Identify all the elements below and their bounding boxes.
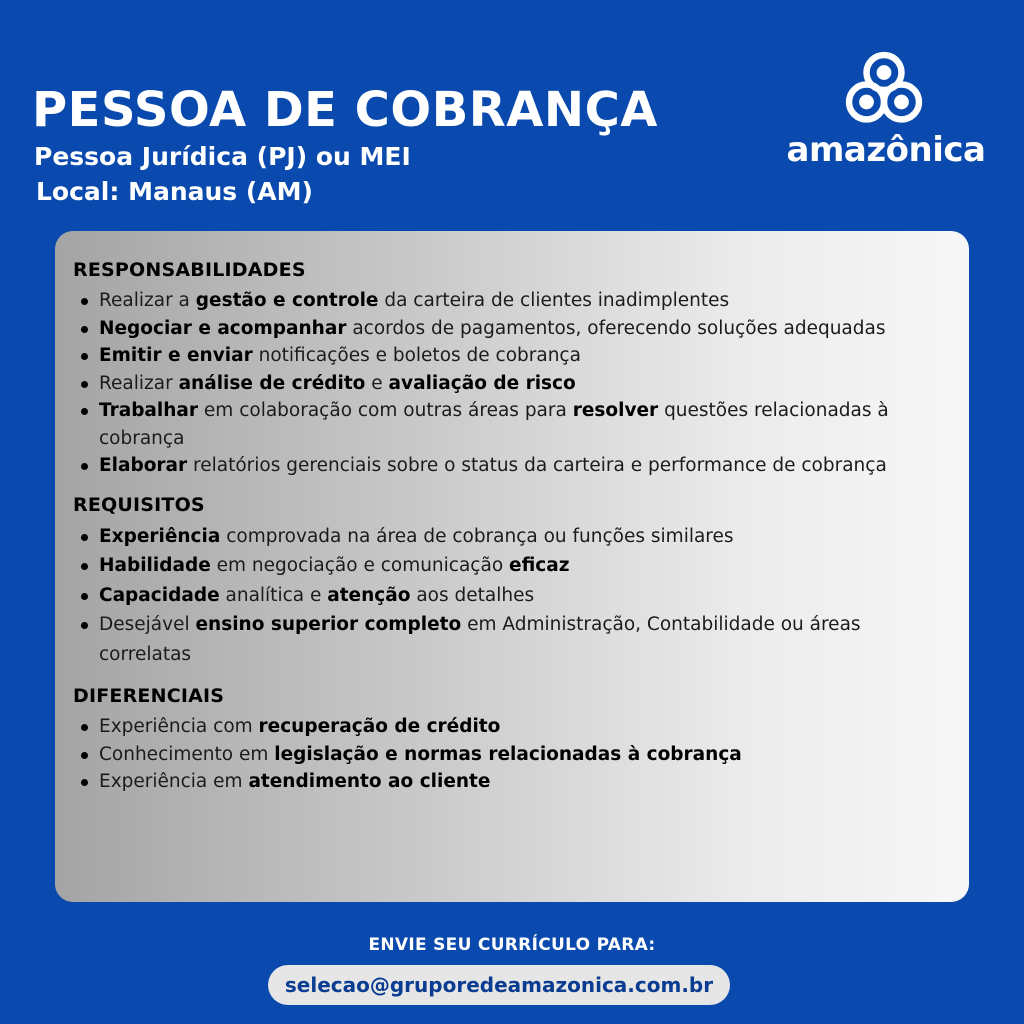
item-text: Realizar a [99, 290, 196, 311]
emphasis-text: Trabalhar [99, 400, 199, 421]
item-text: Experiência com [99, 716, 259, 737]
list-item [73, 551, 949, 581]
amazonica-logo-icon [838, 44, 930, 136]
list-item [73, 713, 949, 741]
item-text: Desejável [99, 614, 196, 635]
list-item [73, 610, 949, 669]
emphasis-text: ensino superior completo [195, 614, 462, 635]
item-text: Realizar [99, 372, 179, 394]
item-text: aos detalhes [410, 584, 535, 606]
list-item [73, 581, 949, 611]
responsabilidades-list [73, 287, 949, 480]
diferenciais-list [73, 713, 949, 796]
list-item [73, 522, 949, 552]
requisitos-list [73, 522, 949, 670]
application-email-text[interactable]: selecao@gruporedeamazonica.com.br [284, 973, 714, 997]
emphasis-text: análise de crédito [178, 372, 366, 394]
amazonica-logo-text: amazônica [786, 130, 986, 170]
page-title: PESSOA DE COBRANÇA [32, 82, 658, 138]
section-title-responsabilidades: RESPONSABILIDADES [73, 259, 306, 281]
list-item [73, 741, 949, 769]
item-text: comprovada na área de cobrança ou funções similares [220, 525, 734, 547]
contract-type-subtitle: Pessoa Jurídica (PJ) ou MEI [34, 142, 411, 171]
emphasis-text: Experiência [99, 525, 221, 547]
emphasis-text: avaliação de risco [388, 372, 576, 394]
list-item [73, 452, 949, 480]
emphasis-text: atenção [327, 584, 411, 606]
item-text: relatórios gerenciais sobre o status da carteira e performance de cobrança [187, 455, 887, 476]
list-item [73, 370, 949, 398]
item-text: em colaboração com outras áreas para [198, 400, 573, 421]
application-email-link[interactable] [268, 965, 730, 1005]
item-text: acordos de pagamentos, oferecendo soluções adequadas [346, 317, 886, 339]
list-item [73, 315, 949, 343]
job-description-card [55, 231, 969, 902]
list-item [73, 768, 949, 796]
emphasis-text: atendimento ao cliente [248, 771, 491, 792]
emphasis-text: Habilidade [99, 555, 211, 576]
item-text: Conhecimento em [99, 743, 275, 765]
section-title-diferenciais: DIFERENCIAIS [73, 685, 225, 707]
emphasis-text: legislação e normas relacionadas à cobrança [274, 743, 742, 765]
emphasis-text: eficaz [509, 555, 570, 576]
emphasis-text: Negociar e acompanhar [99, 317, 347, 339]
item-text: em negociação e comunicação [210, 555, 510, 576]
list-item [73, 342, 949, 370]
item-text: notificações e boletos de cobrança [252, 345, 581, 366]
emphasis-text: recuperação de crédito [258, 716, 501, 737]
list-item [73, 287, 949, 315]
item-text: Experiência em [99, 771, 249, 792]
section-title-requisitos: REQUISITOS [73, 493, 205, 516]
emphasis-text: resolver [572, 400, 659, 421]
emphasis-text: Elaborar [99, 455, 188, 476]
item-text: da carteira de clientes inadimplentes [378, 290, 730, 311]
emphasis-text: gestão e controle [195, 290, 379, 311]
list-item [73, 397, 949, 452]
item-text: analítica e [219, 584, 328, 606]
job-location: Local: Manaus (AM) [36, 177, 313, 206]
send-cv-callout: ENVIE SEU CURRÍCULO PARA: [368, 935, 656, 955]
emphasis-text: Emitir e enviar [99, 345, 253, 366]
item-text: em Administração, Contabilidade ou áreas correlatas [99, 614, 861, 665]
item-text: e [365, 372, 389, 394]
item-text: questões relacionadas à cobrança [99, 400, 889, 449]
emphasis-text: Capacidade [99, 584, 220, 606]
